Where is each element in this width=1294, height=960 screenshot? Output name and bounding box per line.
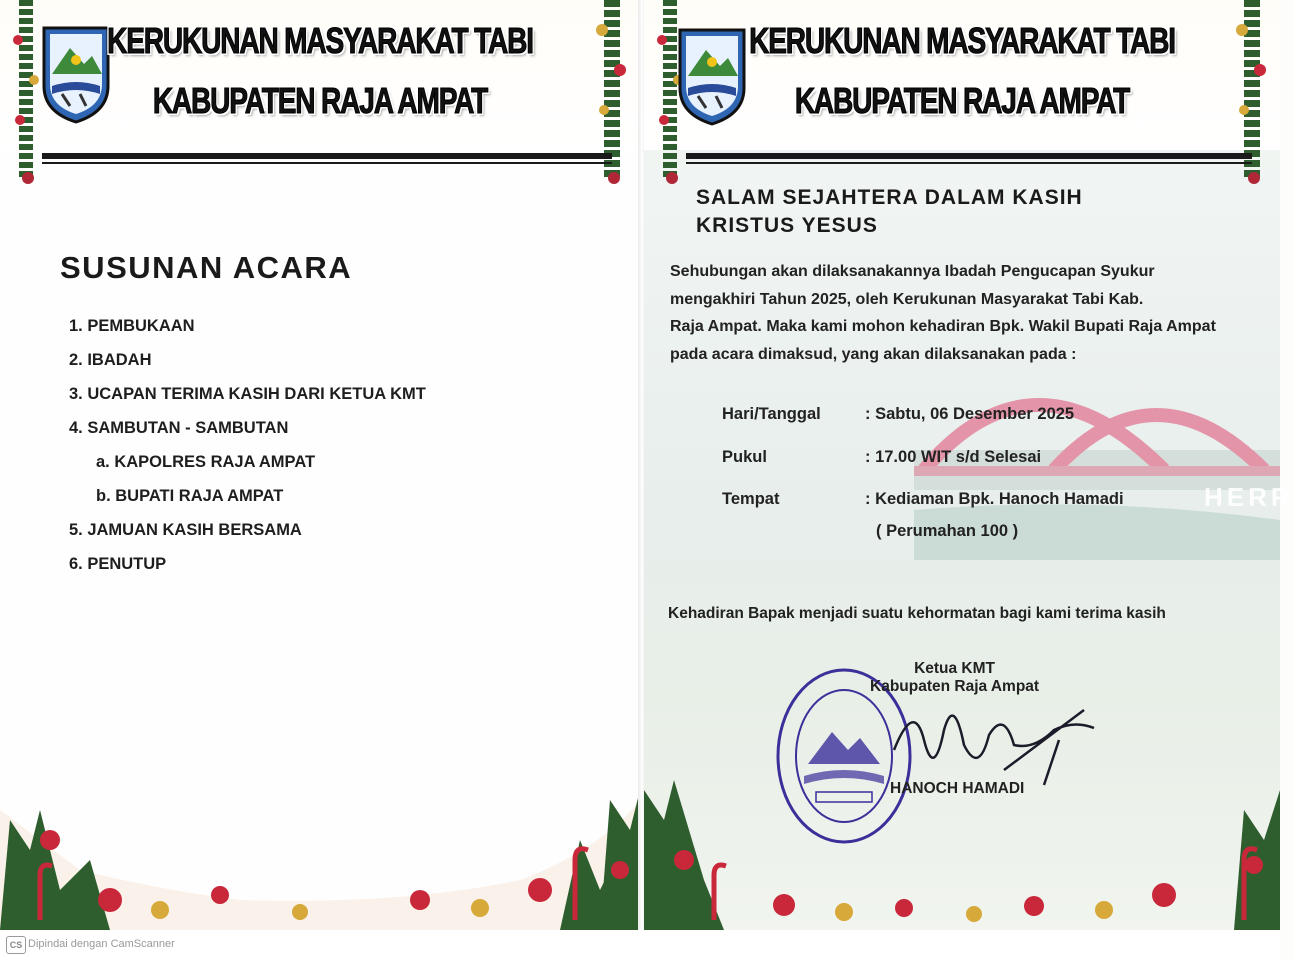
- detail-value: : 17.00 WIT s/d Selesai: [865, 448, 1042, 466]
- paragraph-line: mengakhiri Tahun 2025, oleh Kerukunan Masyarakat Tabi Kab.: [670, 290, 1144, 308]
- page-header: [0, 0, 640, 180]
- detail-value: : Kediaman Bpk. Hanoch Hamadi: [865, 490, 1124, 508]
- header-divider-thin: [42, 162, 612, 164]
- agenda-subitem: a. KAPOLRES RAJA AMPAT: [96, 453, 316, 471]
- agenda-page: [0, 0, 640, 930]
- greeting: [696, 184, 1083, 240]
- detail-date: [722, 405, 1074, 424]
- header-divider: [42, 153, 612, 159]
- agenda-subitem: b. BUPATI RAJA AMPAT: [96, 487, 284, 505]
- agenda-item: 4. SAMBUTAN - SAMBUTAN: [69, 419, 289, 437]
- header-divider-thin: [686, 162, 1252, 164]
- agenda-item: 5. JAMUAN KASIH BERSAMA: [69, 521, 302, 539]
- background-watermark: HERR: [1204, 482, 1294, 512]
- invitation-page: [644, 0, 1294, 930]
- agenda-title: SUSUNAN ACARA: [60, 250, 353, 285]
- detail-label: Pukul: [722, 448, 767, 466]
- greeting-line2: KRISTUS YESUS: [696, 214, 878, 237]
- detail-label: Hari/Tanggal: [722, 405, 821, 423]
- scanner-footer: [0, 930, 1280, 960]
- agenda-item: 3. UCAPAN TERIMA KASIH DARI KETUA KMT: [69, 385, 426, 403]
- christmas-border-icon: [644, 690, 1280, 930]
- signatory-title-line1: Ketua KMT: [914, 660, 996, 677]
- paragraph-line: Sehubungan akan dilaksanakannya Ibadah Pengucapan Syukur: [670, 263, 1155, 280]
- signatory-title-line2: Kabupaten Raja Ampat: [870, 678, 1040, 695]
- closing-text: Kehadiran Bapak menjadi suatu kehormatan bagi kami terima kasih: [668, 605, 1166, 622]
- header-title-line1: KERUKUNAN MASYARAKAT TABI: [749, 20, 1175, 61]
- agenda-item: 1. PEMBUKAAN: [69, 317, 195, 335]
- agenda-item: 2. IBADAH: [69, 351, 152, 369]
- camscanner-logo: CS: [6, 936, 26, 954]
- header-title-line2: KABUPATEN RAJA AMPAT: [794, 80, 1130, 121]
- page-header: [644, 0, 1280, 180]
- signatory-name: HANOCH HAMADI: [890, 780, 1025, 797]
- header-title-line1: KERUKUNAN MASYARAKAT TABI: [107, 20, 533, 61]
- detail-label: Tempat: [722, 490, 780, 508]
- agenda-item: 6. PENUTUP: [69, 555, 167, 573]
- greeting-line1: SALAM SEJAHTERA DALAM KASIH: [696, 186, 1083, 209]
- detail-place: [722, 490, 1124, 509]
- detail-time: [722, 448, 1041, 467]
- scanner-watermark-text: Dipindai dengan CamScanner: [28, 938, 175, 950]
- header-divider: [686, 153, 1252, 159]
- paragraph-line: pada acara dimaksud, yang akan dilaksanakan pada :: [670, 345, 1077, 363]
- agenda-list: [69, 316, 426, 588]
- paragraph-line: Raja Ampat. Maka kami mohon kehadiran Bpk. Wakil Bupati Raja Ampat: [670, 318, 1216, 335]
- detail-value: : Sabtu, 06 Desember 2025: [865, 405, 1075, 423]
- christmas-border-icon: [0, 690, 640, 930]
- invitation-paragraph: [670, 258, 1270, 368]
- detail-place-note: ( Perumahan 100 ): [876, 522, 1019, 540]
- header-title-line2: KABUPATEN RAJA AMPAT: [152, 80, 488, 121]
